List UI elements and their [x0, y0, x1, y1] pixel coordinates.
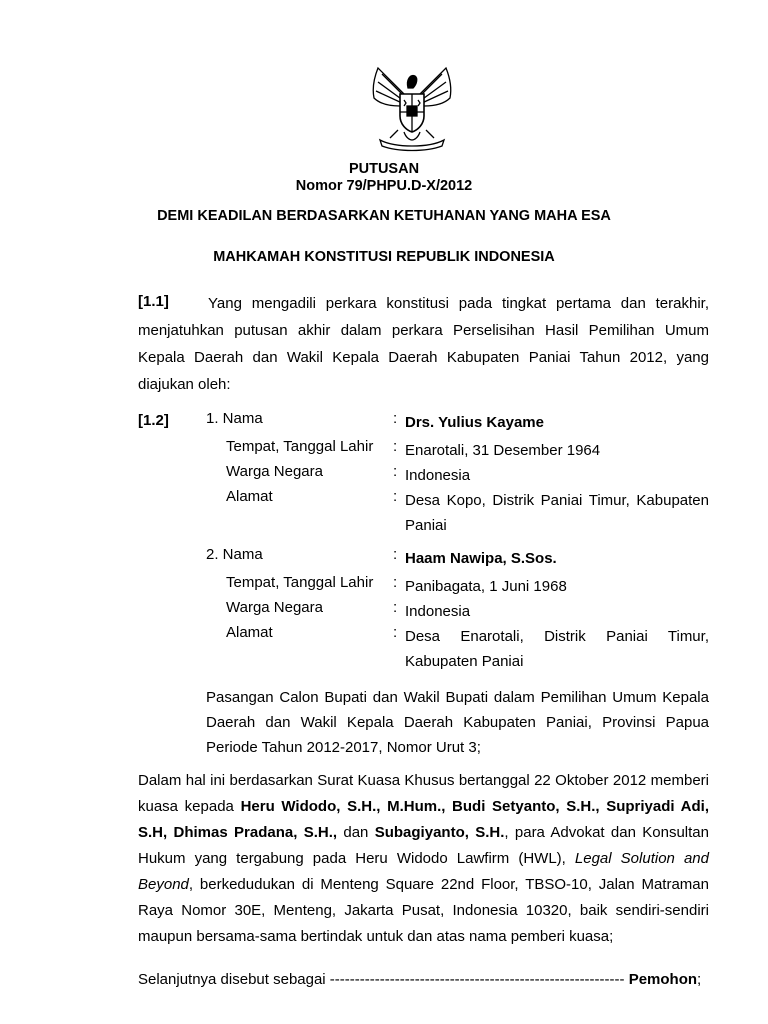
party-2-address-line1: Desa Enarotali, Distrik Paniai Timur,	[405, 628, 709, 645]
colon: :	[393, 463, 398, 480]
kuasa-text-1: Dalam hal ini berdasarkan Surat Kuasa Khusus bertanggal 22 Oktober 2012 memberi kuasa kepada	[138, 772, 709, 815]
attorney-names: Heru Widodo, S.H., M.Hum., Budi Setyanto, S.H., Supriyadi Adi, S.H, Dhimas Pradana, S.H.,	[138, 798, 709, 841]
paragraph-1-1-body: menjatuhkan putusan akhir dalam perkara Perselisihan Hasil Pemilihan Umum Kepala Daerah dan Wakil Kepala Daerah Kabupaten Paniai Tahun 2012, yang diajukan oleh:	[138, 322, 709, 393]
kuasa-text-4: , berkedudukan di Menteng Square 22nd Floor, TBSO-10, Jalan Matraman Raya Nomor 30E, Menteng, Jakarta Pusat, Indonesia 10320, baik sendiri-sendiri maupun bersama-sama bertindak untuk dan atas nama pemberi kuasa;	[138, 876, 709, 945]
colon: :	[393, 488, 398, 505]
power-of-attorney-paragraph	[138, 768, 709, 950]
attorney-name-last: Subagiyanto, S.H.	[374, 824, 505, 841]
paragraph-1-1-first-line: Yang mengadili perkara konstitusi pada tingkat pertama dan terakhir,	[208, 295, 709, 312]
party-2-citizenship-label: Warga Negara	[226, 599, 323, 616]
party-2	[206, 546, 709, 674]
document-number: Nomor 79/PHPU.D-X/2012	[295, 178, 473, 194]
party-1-citizenship-label: Warga Negara	[226, 463, 323, 480]
closing-line	[138, 971, 709, 988]
paragraph-1-1	[138, 290, 709, 398]
paragraph-label-1-2: [1.2]	[138, 412, 169, 429]
colon: :	[393, 599, 398, 616]
party-1-address-line2: Paniai	[405, 517, 447, 534]
colon: :	[393, 438, 398, 455]
party-2-name-label: 2. Nama	[206, 546, 263, 563]
party-2-address-line2: Kabupaten Paniai	[405, 653, 524, 670]
party-1-name: Drs. Yulius Kayame	[405, 414, 544, 431]
firm-tagline: Legal Solution and Beyond	[138, 850, 709, 893]
party-2-name: Haam Nawipa, S.Sos.	[405, 550, 557, 567]
party-1-ttl: Enarotali, 31 Desember 1964	[405, 442, 601, 459]
party-1	[206, 410, 709, 538]
party-1-citizenship: Indonesia	[405, 467, 471, 484]
colon: :	[393, 546, 398, 563]
kuasa-text-2: dan	[337, 824, 375, 841]
party-2-address-label: Alamat	[226, 624, 273, 641]
party-1-address-line1: Desa Kopo, Distrik Paniai Timur, Kabupaten	[405, 492, 709, 509]
court-heading: MAHKAMAH KONSTITUSI REPUBLIK INDONESIA	[213, 249, 555, 265]
petitioner-label: Pemohon	[628, 971, 698, 988]
party-2-ttl-label: Tempat, Tanggal Lahir	[226, 574, 374, 591]
party-1-ttl-label: Tempat, Tanggal Lahir	[226, 438, 374, 455]
party-1-name-label: 1. Nama	[206, 410, 263, 427]
party-1-address-label: Alamat	[226, 488, 273, 505]
closing-end: ;	[697, 971, 702, 988]
colon: :	[393, 574, 398, 591]
colon: :	[393, 624, 398, 641]
paragraph-label-1-1: [1.1]	[138, 293, 169, 310]
party-2-citizenship: Indonesia	[405, 603, 471, 620]
invocation-heading: DEMI KEADILAN BERDASARKAN KETUHANAN YANG MAHA ESA	[157, 208, 611, 224]
document-title: PUTUSAN	[348, 161, 420, 177]
colon: :	[393, 410, 398, 427]
party-2-ttl: Panibagata, 1 Juni 1968	[405, 578, 567, 595]
closing-text: Selanjutnya disebut sebagai -----------------------------------------------------------	[138, 971, 625, 988]
garuda-emblem-icon	[360, 60, 464, 152]
candidate-pair-paragraph: Pasangan Calon Bupati dan Wakil Bupati dalam Pemilihan Umum Kepala Daerah dan Wakil Kepala Daerah Kabupaten Paniai, Provinsi Papua Periode Tahun 2012-2017, Nomor Urut 3;	[206, 689, 709, 756]
kuasa-text-3: , para Advokat dan Konsultan Hukum yang tergabung pada Heru Widodo Lawfirm (HWL),	[138, 824, 709, 867]
